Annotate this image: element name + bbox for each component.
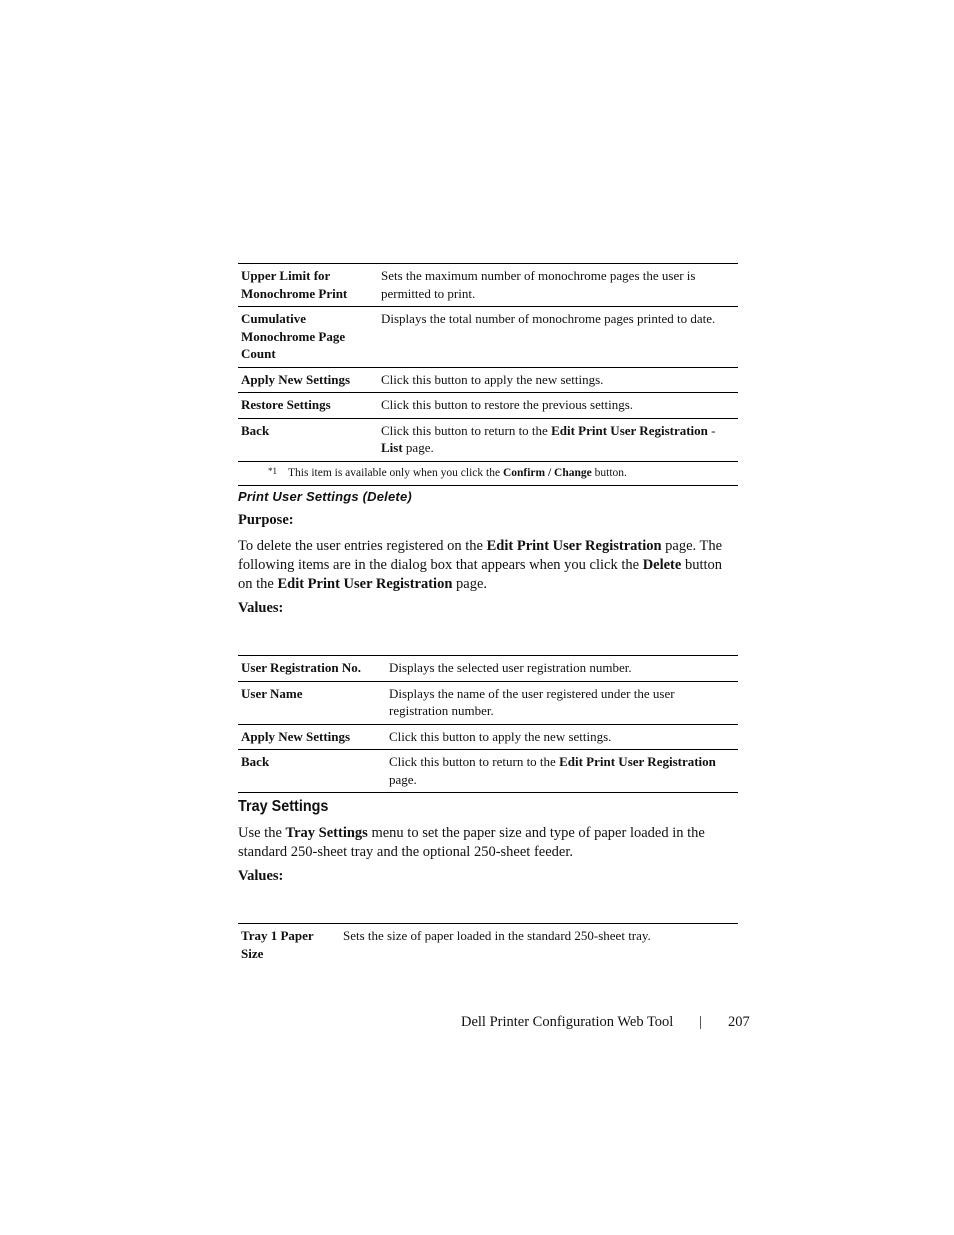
row-desc: Click this button to return to the Edit Print User Registration - List page. <box>381 422 716 455</box>
row-desc: Displays the total number of monochrome pages printed to date. <box>381 311 716 326</box>
row-term: User Name <box>241 685 303 701</box>
row-desc: Displays the name of the user registered under the user registration number. <box>389 685 675 718</box>
table-row <box>238 924 738 967</box>
footer-title: Dell Printer Configuration Web Tool <box>461 1014 674 1030</box>
row-desc: Click this button to return to the Edit Print User Registration page. <box>389 754 716 787</box>
row-desc: Sets the size of paper loaded in the standard 250-sheet tray. <box>343 928 651 943</box>
row-term: Back <box>241 422 270 438</box>
delete-settings-table <box>238 655 738 793</box>
row-term: Back <box>241 754 270 769</box>
table-row <box>238 750 738 793</box>
delete-settings-table-block <box>238 655 738 793</box>
row-desc: Sets the maximum number of monochrome pages the user is permitted to print. <box>381 268 696 301</box>
row-term: Cumulative Monochrome Page Count <box>241 311 346 361</box>
row-term: Upper Limit for Monochrome Print <box>241 268 348 301</box>
row-desc: Displays the selected user registration number. <box>389 660 632 675</box>
table-row <box>238 656 738 682</box>
table-row <box>238 393 738 419</box>
tray-settings-heading: Tray Settings <box>238 798 329 815</box>
row-term: User Registration No. <box>241 660 361 675</box>
top-settings-table-block <box>238 263 738 486</box>
table-row <box>238 307 738 368</box>
tray-settings-table <box>238 923 738 966</box>
table-footnote: *1 This item is available only when you click the Confirm / Change button. <box>238 462 738 486</box>
row-term: Apply New Settings <box>241 371 351 387</box>
tray-settings-paragraph: Use the Tray Settings menu to set the paper size and type of paper loaded in the standard 250-sheet tray and the optional 250-sheet feeder. <box>238 825 705 860</box>
page-number: 207 <box>728 1014 750 1030</box>
values-label: Values: <box>238 868 284 884</box>
table-row <box>238 724 738 750</box>
row-desc: Click this button to restore the previous settings. <box>381 397 634 412</box>
table-row <box>238 367 738 393</box>
top-settings-table <box>238 263 738 462</box>
tray-settings-table-block <box>238 923 738 966</box>
table-row <box>238 264 738 307</box>
table-row <box>238 418 738 461</box>
values-label: Values: <box>238 600 284 616</box>
purpose-paragraph: To delete the user entries registered on the Edit Print User Registration page. The following items are in the dialog box that appears when you click the Delete button on the Edit Print User Registration page. <box>238 538 723 592</box>
subsection-title: Print User Settings (Delete) <box>238 489 412 504</box>
row-term: Apply New Settings <box>241 728 351 744</box>
row-term: Restore Settings <box>241 397 331 412</box>
purpose-label: Purpose: <box>238 512 294 528</box>
row-term: Tray 1 Paper Size <box>241 928 314 961</box>
table-row <box>238 681 738 724</box>
footer-separator: | <box>699 1014 702 1030</box>
row-desc: Click this button to apply the new settings. <box>381 371 604 387</box>
row-desc: Click this button to apply the new settings. <box>389 728 612 744</box>
footnote-marker: *1 <box>268 465 277 476</box>
